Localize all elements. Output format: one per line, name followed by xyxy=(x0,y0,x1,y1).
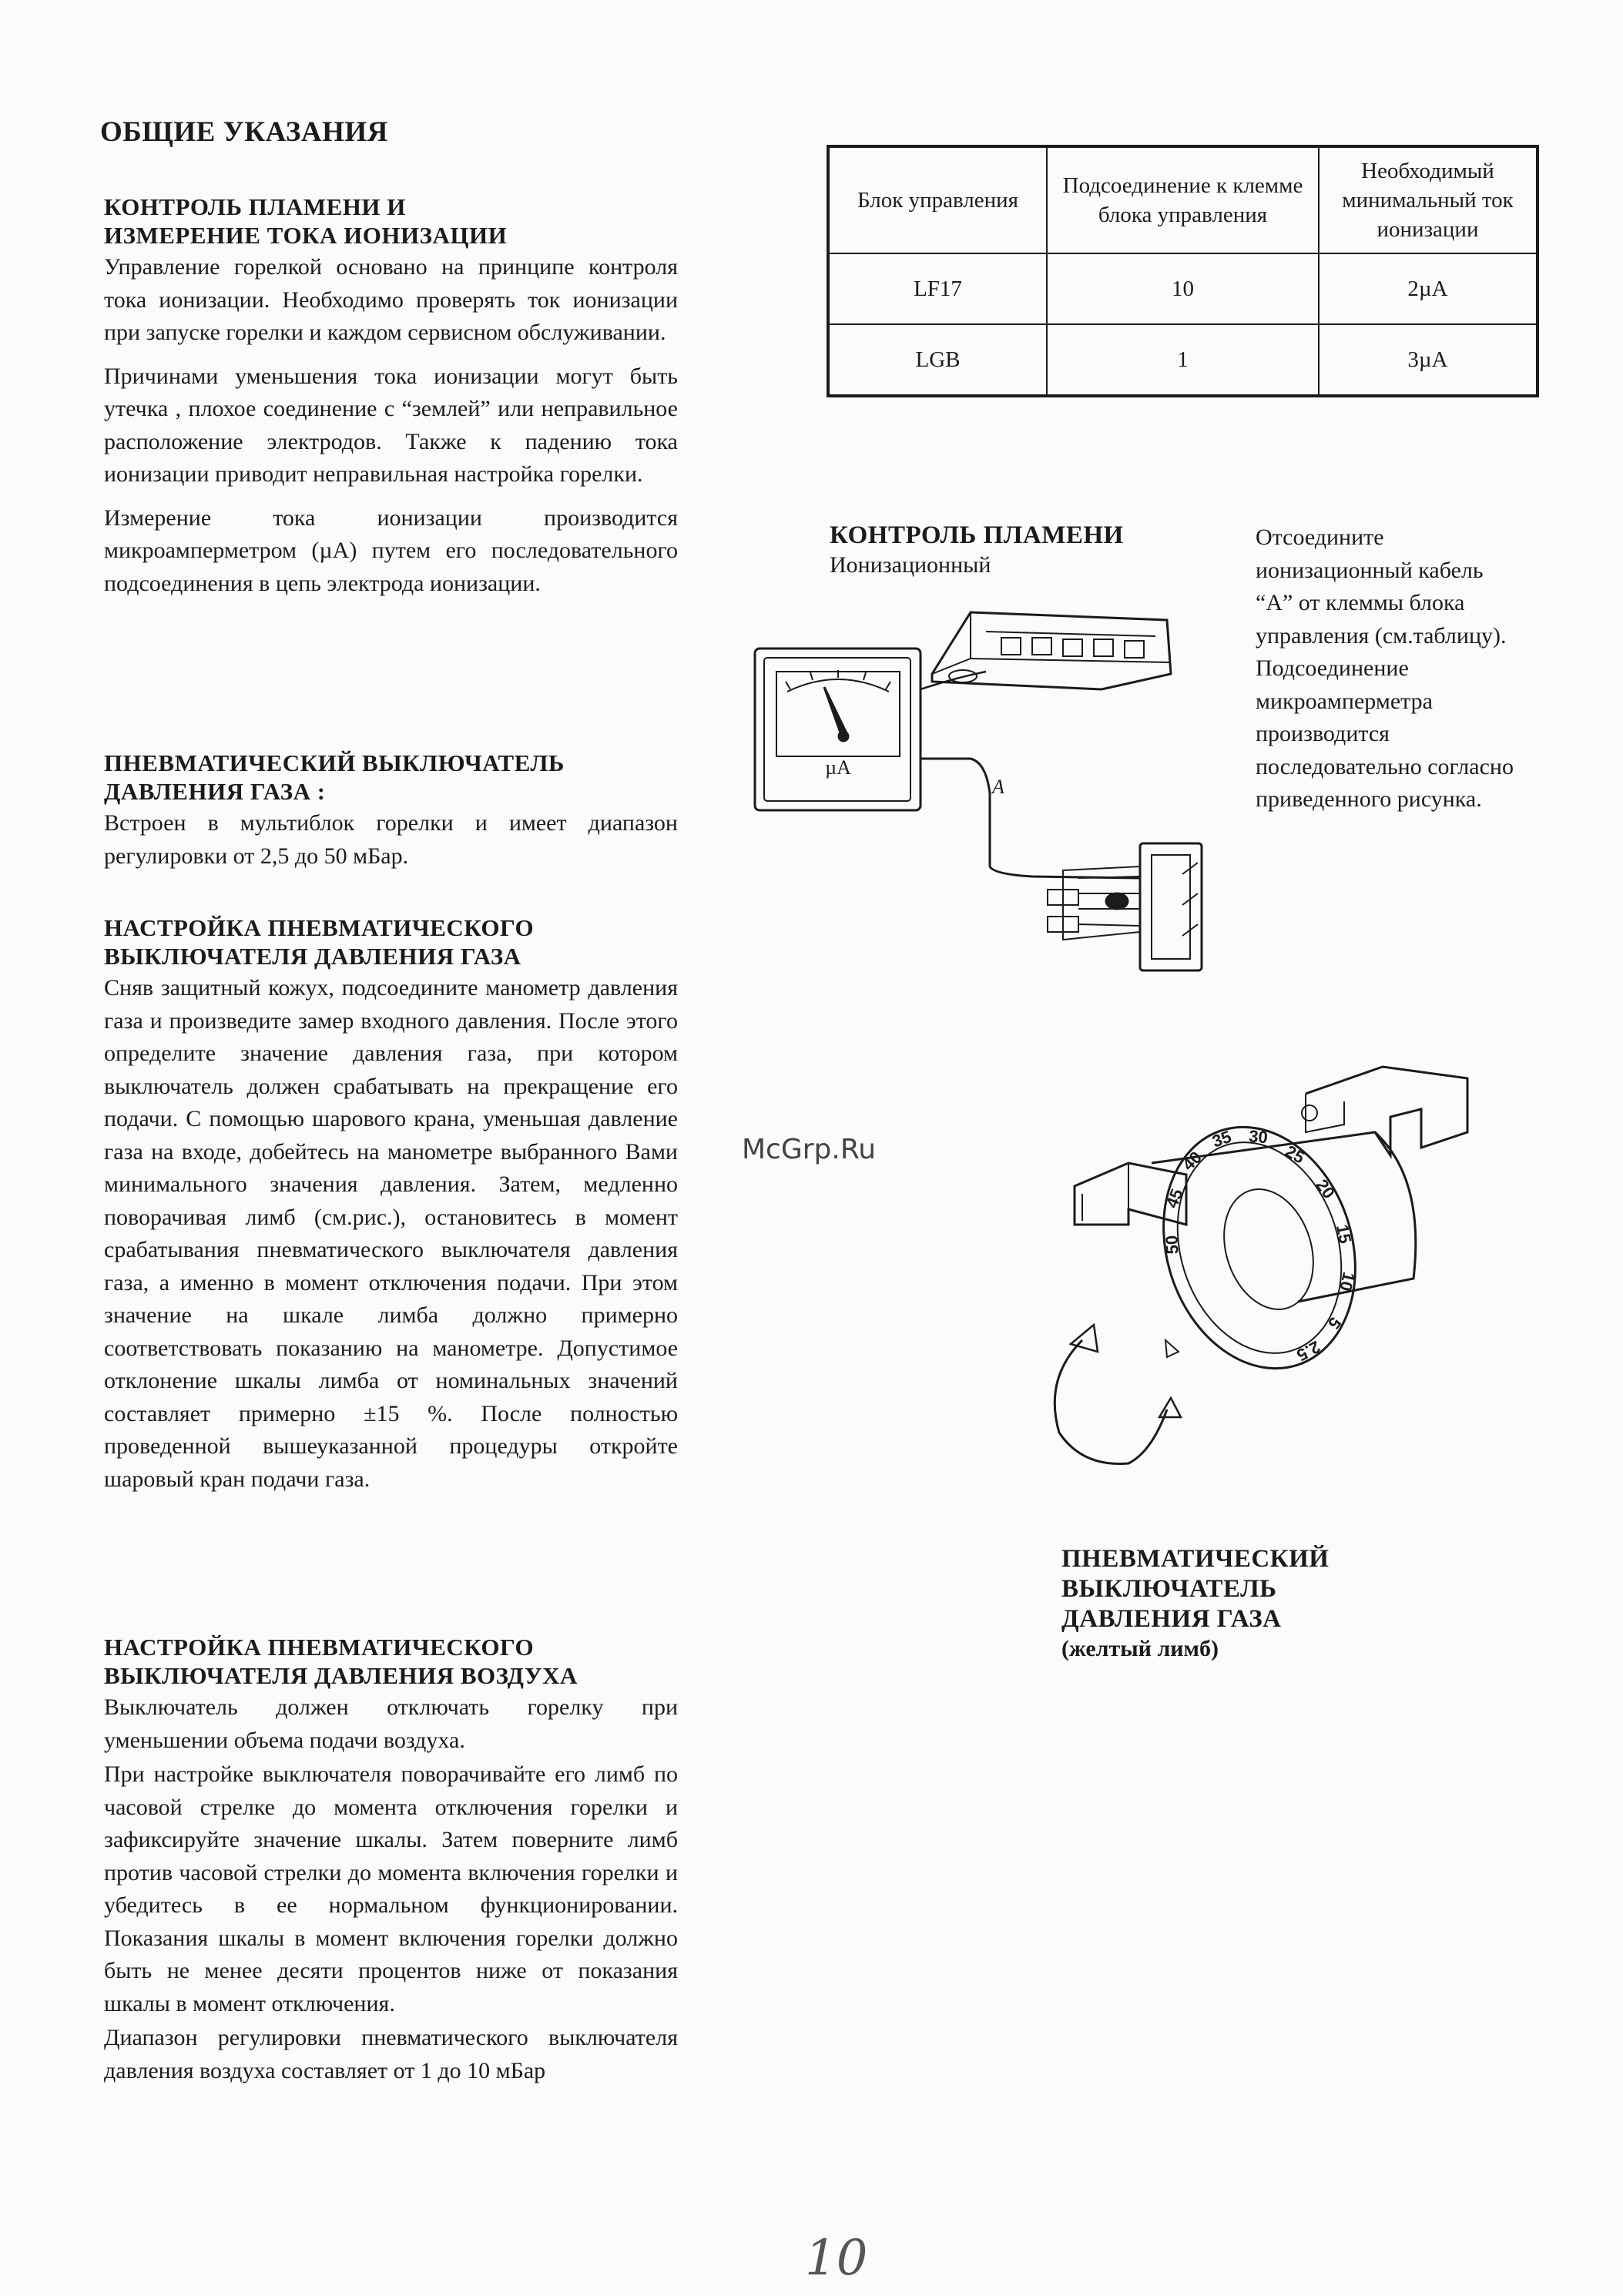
section-body: Выключатель должен отключать горелку при уменьшении объема подачи воздуха. При настройке выключателя поворачивайте его лимб по часовой стрелке до момента отключения горелки и зафиксируйте значение шкалы. Затем поверните лимб против часовой стрелки до момента включения горелки и убедитесь в ее нормальном функционировании. Показания шкалы в момент включения горелки должно быть не менее десяти процентов ниже от показания шкалы в момент отключения. Диапазон регулировки пневматического выключателя давления воздуха составляет от 1 до 10 мБар xyxy=(104,1694,678,2083)
dial-scale-label: 35 xyxy=(1209,1126,1234,1151)
section-title: КОНТРОЛЬ ПЛАМЕНИ И ИЗМЕРЕНИЕ ТОКА ИОНИЗАЦИИ xyxy=(104,193,508,249)
watermark: McGrp.Ru xyxy=(742,1134,877,1165)
table-cell: 10 xyxy=(1047,253,1319,324)
switch-connector xyxy=(1306,1067,1467,1155)
microammeter-unit-label: µA xyxy=(825,756,851,779)
table-cell: LGB xyxy=(828,324,1047,396)
table-cell: 2µA xyxy=(1319,253,1537,324)
dial-scale-label: 25 xyxy=(1282,1141,1309,1168)
dial-scale-label: 2.5 xyxy=(1293,1336,1324,1366)
dial-scale-label: 20 xyxy=(1312,1175,1340,1202)
section-body: Сняв защитный кожух, подсоедините манометр давления газа и произведите замер входного давления. После этого определите значение давления газа, при котором выключатель должен срабатывать на прекращение его подачи. С помощью шарового крана, уменьшая давление газа на входе, добейтесь на манометре выбранного Вами минимального значения давления. Затем, медленно поворачивая лимб (см.рис.), остановитесь в момент срабатывания пневматического выключателя давления газа, а именно в момент отключения подачи. При этом значение на шкале лимба должно примерно соответствовать показанию на манометре. Допустимое отклонение шкалы лимба от номинальных значений составляет примерно ±15 %. После полностью проведенной вышеуказанной процедуры откройте шаровый кран подачи газа. xyxy=(104,975,678,1492)
section-title: ПНЕВМАТИЧЕСКИЙ ВЫКЛЮЧАТЕЛЬ ДАВЛЕНИЯ ГАЗА : xyxy=(104,749,565,805)
section-body: Управление горелкой основано на принципе контроля тока ионизации. Необходимо проверять ток ионизации при запуске горелки и каждом сервисном обслуживании. Причинами уменьшения тока ионизации могут быть утечка , плохое соединение с “землей” или неправильное расположение электродов. Также к падению тока ионизации приводит неправильная настройка горелки. Измерение тока ионизации производится микроамперметром (µA) путем его последовательного подсоединения в цепь электрода ионизации. xyxy=(104,254,678,596)
gas-pressure-switch-drawing xyxy=(1051,1047,1483,1479)
section-title: НАСТРОЙКА ПНЕВМАТИЧЕСКОГО ВЫКЛЮЧАТЕЛЯ ДАВЛЕНИЯ ГАЗА xyxy=(104,914,535,970)
electrode-terminal-block xyxy=(1140,843,1202,970)
dial-scale-label: 15 xyxy=(1332,1222,1356,1245)
section-air-switch-setup xyxy=(104,1633,678,2098)
page-number: 10 xyxy=(805,2230,868,2287)
ionization-current-table xyxy=(827,145,1539,397)
table-header: Блок управления xyxy=(828,146,1047,253)
dial-scale-label: 5 xyxy=(1323,1313,1346,1333)
dial-scale-label: 45 xyxy=(1162,1185,1187,1211)
table-cell: 3µA xyxy=(1319,324,1537,396)
rotation-arrow xyxy=(1055,1340,1167,1464)
ionization-diagram xyxy=(739,601,1217,986)
section-body: Встроен в мультиблок горелки и имеет диапазон регулировки от 2,5 до 50 мБар. xyxy=(104,810,678,869)
pressure-switch-caption: ПНЕВМАТИЧЕСКИЙ ВЫКЛЮЧАТЕЛЬ ДАВЛЕНИЯ ГАЗА (желтый лимб) xyxy=(1061,1545,1330,1661)
section-gas-pressure-switch xyxy=(104,749,678,883)
table-header: Подсоединение к клемме блока управления xyxy=(1047,146,1319,253)
dial-index-marker xyxy=(1165,1340,1179,1357)
dial-scale-label: 10 xyxy=(1335,1270,1359,1293)
table-cell: LF17 xyxy=(828,253,1047,324)
dial-scale-label: 30 xyxy=(1248,1126,1269,1148)
dial-scale-label: 40 xyxy=(1178,1147,1206,1175)
table-row xyxy=(828,324,1537,396)
table-cell: 1 xyxy=(1047,324,1319,396)
cable-a-label: A xyxy=(992,776,1004,798)
table-header-row xyxy=(828,146,1537,253)
table-header: Необходимый минимальный ток ионизации xyxy=(1319,146,1537,253)
ionization-cable-a xyxy=(920,759,1140,878)
flame-control-note: Отсоедините ионизационный кабель “А” от клеммы блока управления (см.таблицу). Подсоединение микроамперметра производится последовательно согласно приведенного рисунка. xyxy=(1256,525,1514,812)
dial-scale-label: 50 xyxy=(1162,1235,1182,1255)
table-row xyxy=(828,253,1537,324)
dial-scale xyxy=(1162,1126,1358,1365)
microammeter-needle xyxy=(824,687,846,735)
page-title: ОБЩИЕ УКАЗАНИЯ xyxy=(100,116,388,148)
section-flame-control xyxy=(104,193,678,611)
section-gas-switch-setup xyxy=(104,913,678,1507)
section-title: НАСТРОЙКА ПНЕВМАТИЧЕСКОГО ВЫКЛЮЧАТЕЛЯ ДАВЛЕНИЯ ВОЗДУХА xyxy=(104,1634,578,1689)
flame-control-caption: КОНТРОЛЬ ПЛАМЕНИ Ионизационный xyxy=(830,521,1124,578)
